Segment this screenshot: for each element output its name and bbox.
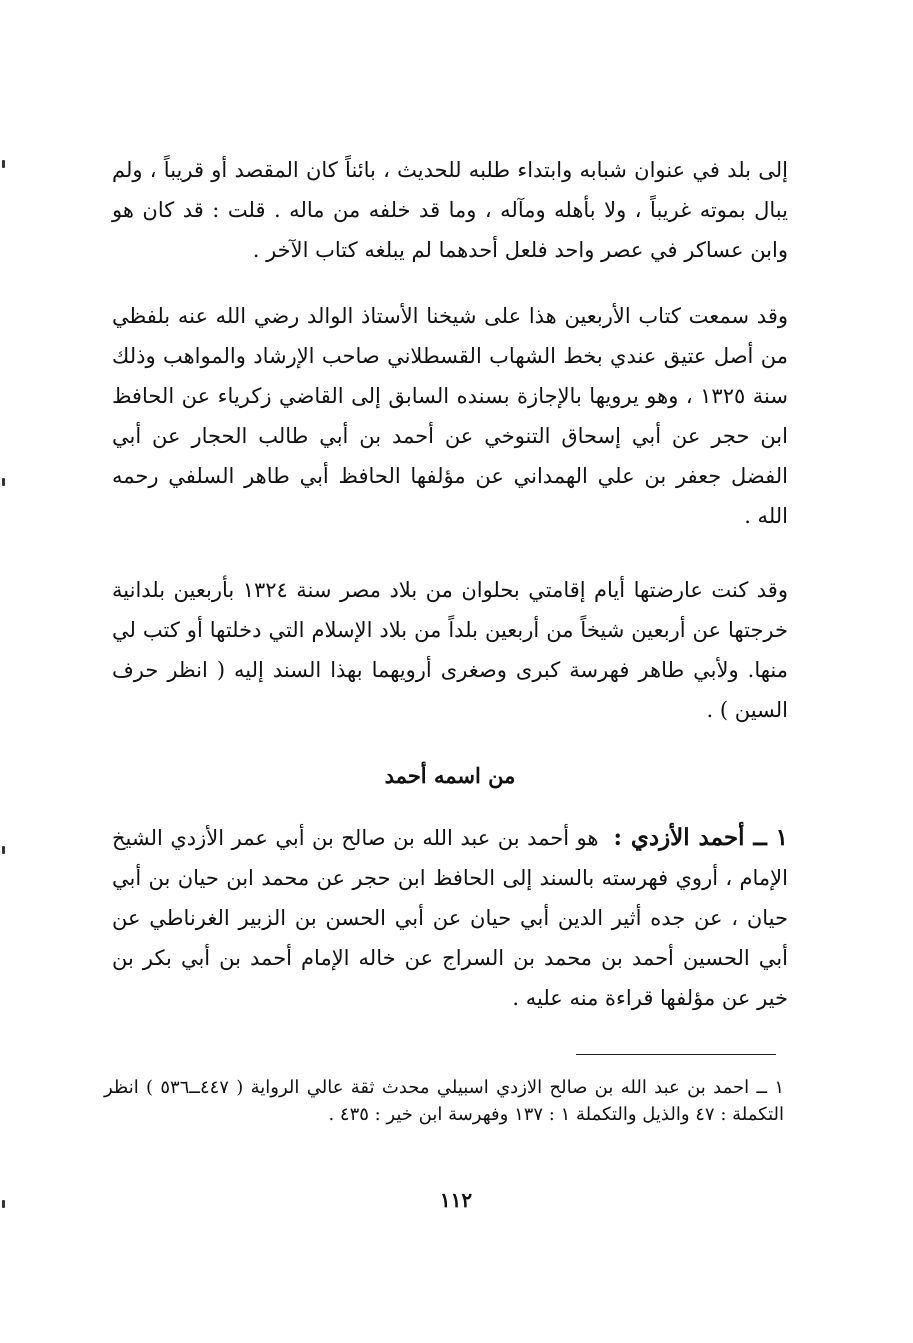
body-paragraph: وقد سمعت كتاب الأربعين هذا على شيخنا الأستاذ الوالد رضي الله عنه بلفظي من أصل عتيق عندي بخط الشهاب القسطلاني صاحب الإرشاد والمواهب وذلك سنة ١٣٢٥ ، وهو يرويها بالإجازة بسنده السابق إلى القاضي زكرياء عن الحافظ ابن حجر عن أبي إسحاق التنوخي عن أحمد بن أبي طالب الحجار عن أبي الفضل جعفر بن علي الهمداني عن مؤلفها الحافظ أبي طاهر السلفي رحمه الله .	[112, 304, 788, 528]
section-heading: من اسمه أحمد	[384, 763, 516, 788]
scan-edge-mark	[2, 160, 5, 168]
body-paragraph: إلى بلد في عنوان شبابه وابتداء طلبه للحديث ، بائناً كان المقصد أو قريباً ، ولم يبال بموته غريباً ، ولا بأهله ومآله ، وما قد خلفه من ماله . قلت : قد كان هو وابن عساكر في عصر واحد فلعل أحدهما لم يبلغه كتاب الآخر .	[112, 158, 788, 262]
scan-edge-mark	[2, 478, 5, 486]
entry-text: هو أحمد بن عبد الله بن صالح بن أبي عمر الأزدي الشيخ الإمام ، أروي فهرسته بالسند إلى الحافظ ابن حجر عن محمد ابن حيان بن أبي حيان ، عن جده أثير الدين أبي حيان عن أبي الحسن بن الزبير الغرناطي عن أبي الحسين أحمد بن محمد بن السراج عن خاله الإمام أحمد بن أبي بكر بن خير عن مؤلفها قراءة منه عليه .	[112, 826, 788, 1010]
scan-edge-mark	[2, 846, 5, 854]
footnote: ١ ــ احمد بن عبد الله بن صالح الازدي اسبيلي محدث ثقة عالي الرواية ( ٤٤٧ــ٥٣٦ ) انظر التكملة : ٤٧ والذيل والتكملة ١ : ١٣٧ وفهرسة ابن خير : ٤٣٥ .	[104, 1077, 784, 1125]
entry-paragraph	[112, 818, 788, 1018]
scan-edge-mark	[2, 1200, 5, 1208]
footnote-divider	[576, 1054, 776, 1055]
page-number: ١١٢	[439, 1188, 473, 1212]
entry-lead: ١ ــ أحمد الأزدي :	[613, 824, 788, 851]
body-paragraph: وقد كنت عارضتها أيام إقامتي بحلوان من بلاد مصر سنة ١٣٢٤ بأربعين بلدانية خرجتها عن أربعين شيخاً من أربعين بلداً من بلاد الإسلام التي دخلتها أو كتب لي منها. ولأبي طاهر فهرسة كبرى وصغرى أرويهما بهذا السند إليه ( انظر حرف السين ) .	[112, 578, 788, 722]
